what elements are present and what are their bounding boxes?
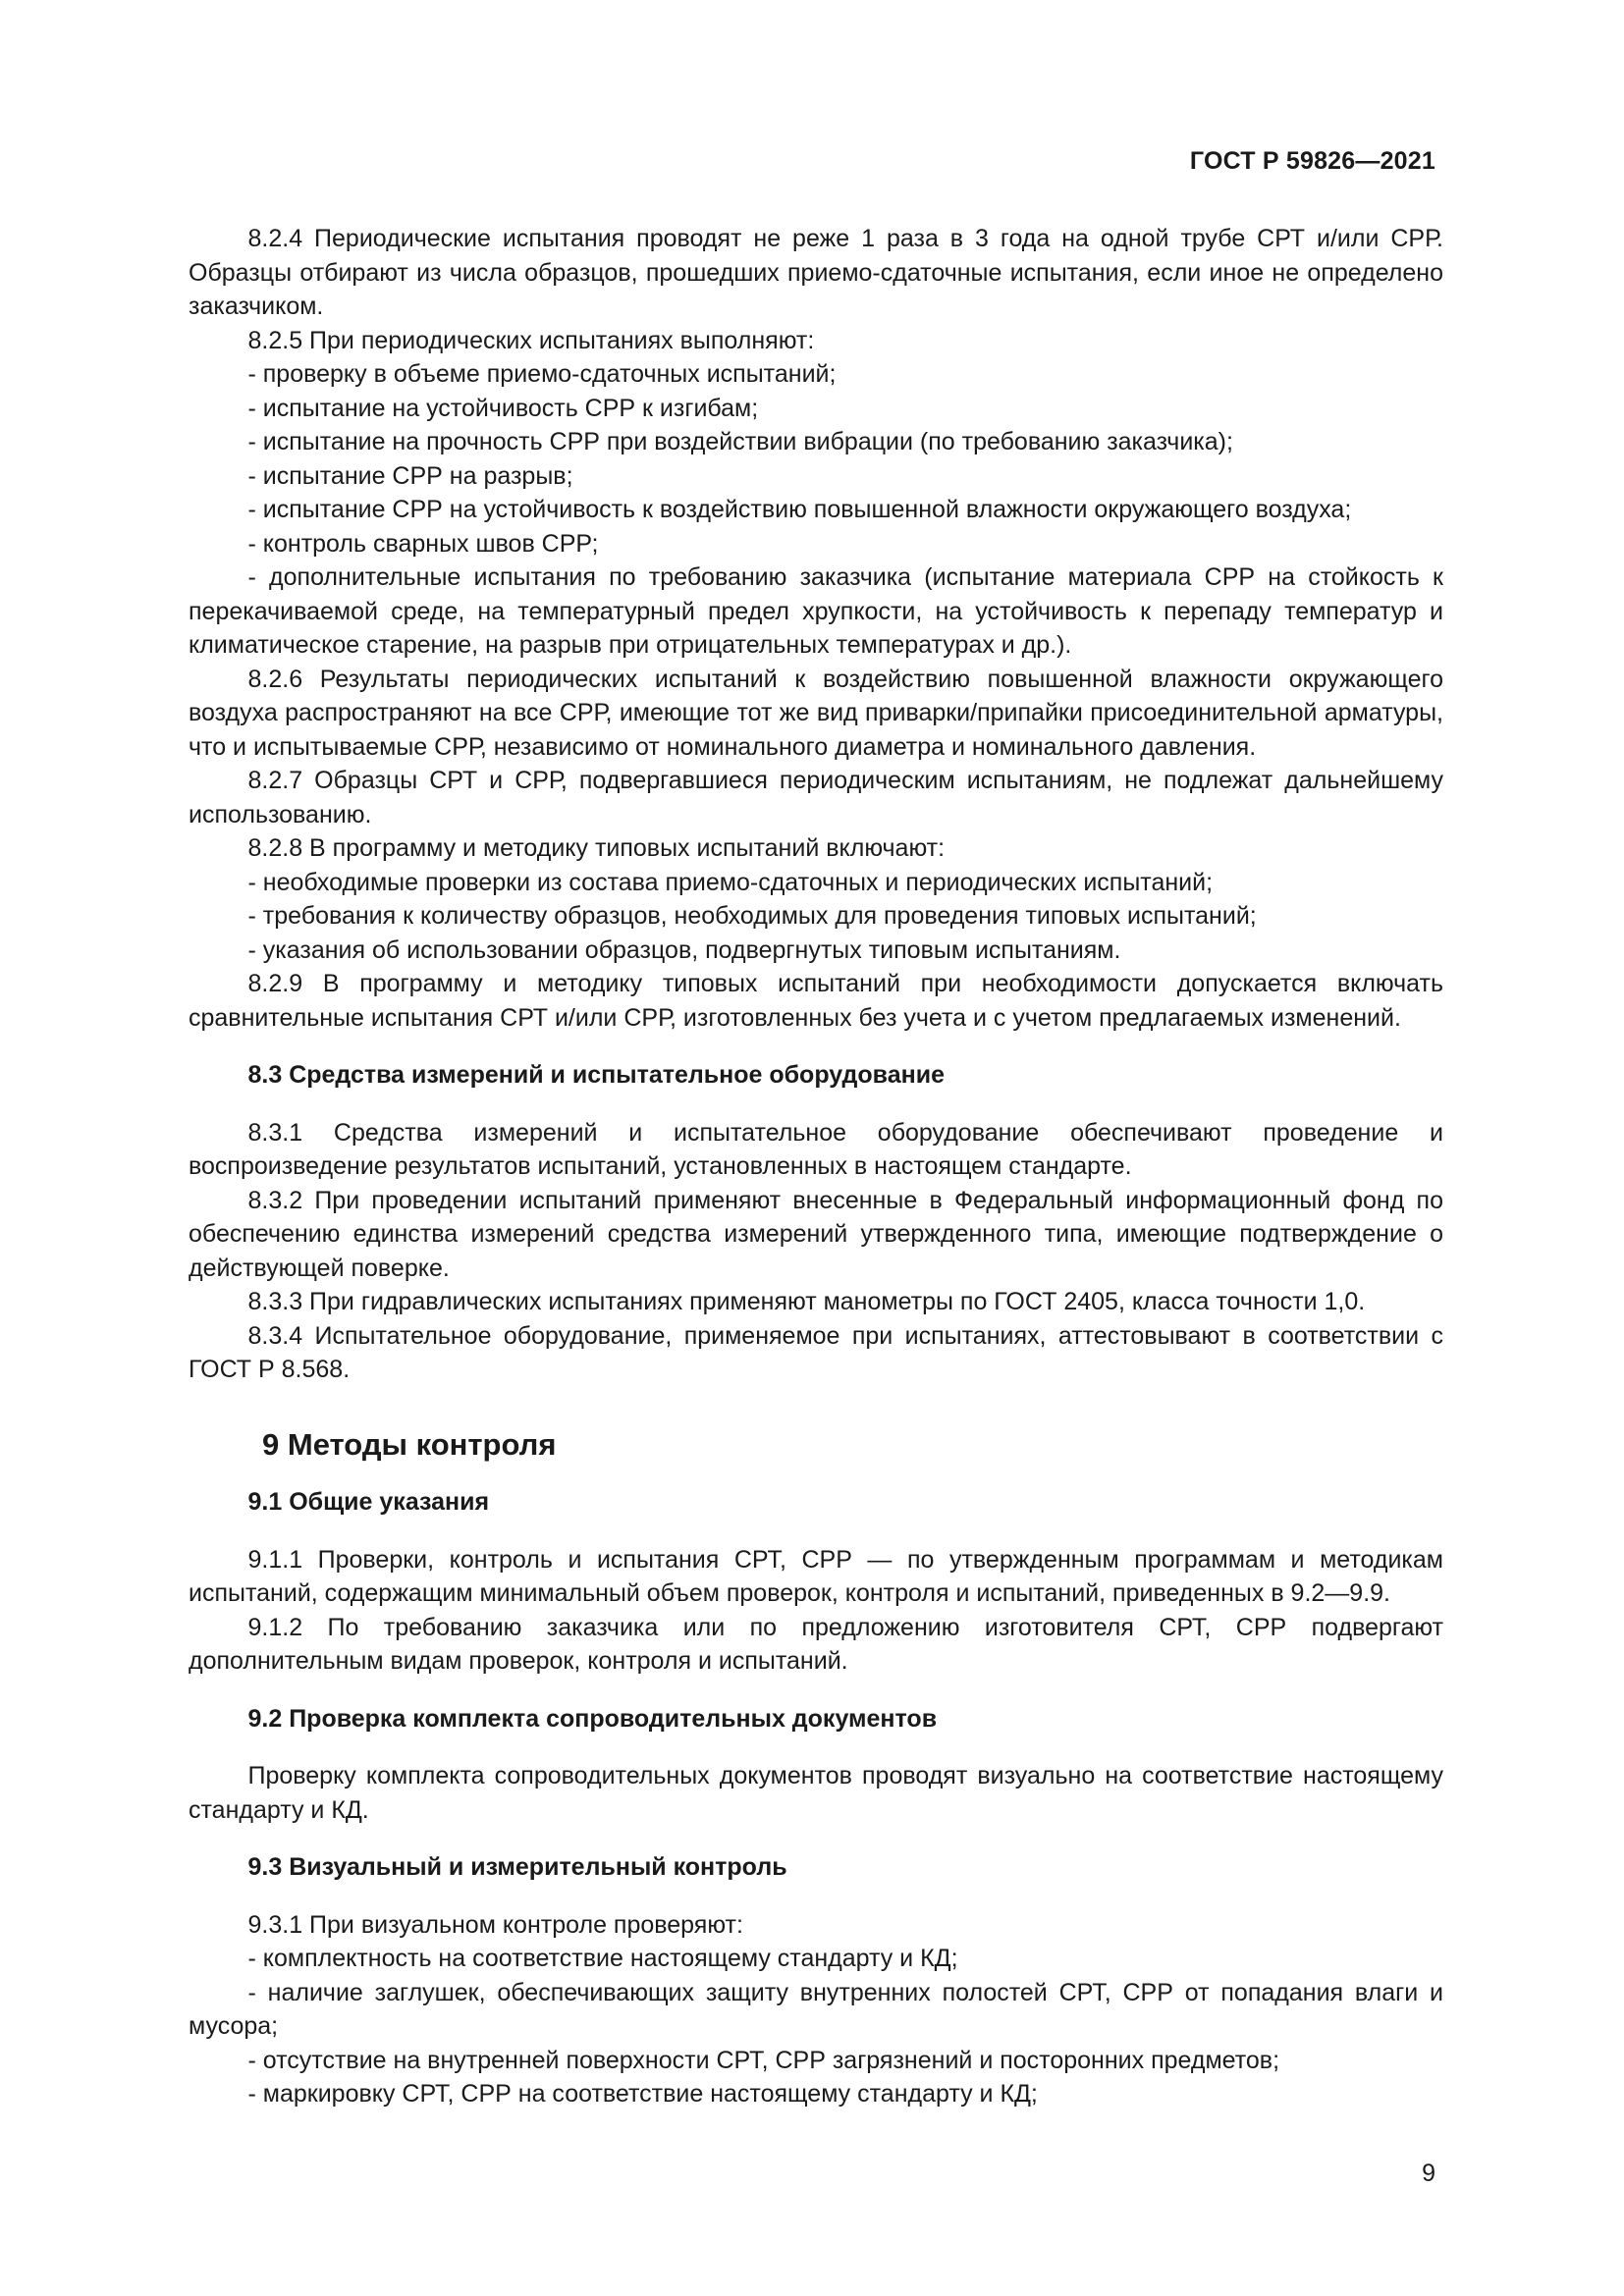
paragraph-8-2-9: 8.2.9 В программу и методику типовых испытаний при необходимости допускается включать сравнительные испытания СРТ и/или СРР, изготовленных без учета и с учетом предлагаемых изменений. xyxy=(189,970,1443,1032)
paragraph-8-2-6: 8.2.6 Результаты периодических испытаний к воздействию повышенной влажности окружающего воздуха распространяют на все СРР, имеющие тот же вид приварки/припайки присоединительной арматуры, что и испытываемые СРР, независимо от номинального диаметра и номинального давления. xyxy=(189,665,1443,761)
paragraph-8-2-5: 8.2.5 При периодических испытаниях выполняют: xyxy=(247,326,815,354)
list-item: - необходимые проверки из состава приемо-сдаточных и периодических испытаний; xyxy=(247,868,1214,896)
chapter-heading-9: 9 Методы контроля xyxy=(262,1426,557,1462)
page-number: 9 xyxy=(1422,2160,1435,2187)
list-item: - испытание СРР на разрыв; xyxy=(247,461,573,490)
paragraph-8-3-3: 8.3.3 При гидравлических испытаниях применяют манометры по ГОСТ 2405, класса точности 1,0. xyxy=(247,1288,1366,1315)
list-item: - наличие заглушек, обеспечивающих защиту внутренних полостей СРТ, СРР от попадания влаги и мусора; xyxy=(189,1978,1443,2040)
section-heading-9-3: 9.3 Визуальный и измерительный контроль xyxy=(247,1853,787,1881)
list-item: - испытание СРР на устойчивость к воздействию повышенной влажности окружающего воздуха; xyxy=(247,496,1352,523)
document-body xyxy=(189,222,1443,2111)
paragraph-8-2-4: 8.2.4 Периодические испытания проводят не реже 1 раза в 3 года на одной трубе СРТ и/или СРР. Образцы отбирают из числа образцов, прошедших приемо-сдаточные испытания, если иное не определено заказчиком. xyxy=(189,225,1443,320)
paragraph-8-2-7: 8.2.7 Образцы СРТ и СРР, подвергавшиеся периодическим испытаниям, не подлежат дальнейшему использованию. xyxy=(189,767,1443,828)
list-item: - испытание на прочность СРР при воздействии вибрации (по требованию заказчика); xyxy=(247,428,1233,455)
section-heading-9-1: 9.1 Общие указания xyxy=(247,1488,490,1516)
document-code-header: ГОСТ Р 59826—2021 xyxy=(1189,147,1435,175)
paragraph-8-3-1: 8.3.1 Средства измерений и испытательное оборудование обеспечивают проведение и воспроизведение результатов испытаний, установленных в настоящем стандарте. xyxy=(189,1118,1443,1180)
paragraph-9-1-2: 9.1.2 По требованию заказчика или по предложению изготовителя СРТ, СРР подвергают дополнительным видам проверок, контроля и испытаний. xyxy=(189,1613,1443,1675)
section-heading-8-3: 8.3 Средства измерений и испытательное оборудование xyxy=(247,1061,945,1089)
paragraph-8-3-2: 8.3.2 При проведении испытаний применяют внесенные в Федеральный информационный фонд по обеспечению единства измерений средства измерений утвержденного типа, имеющие подтверждение о действующей поверке. xyxy=(189,1186,1443,1282)
list-item: - контроль сварных швов СРР; xyxy=(247,529,599,558)
list-item: - дополнительные испытания по требованию заказчика (испытание материала СРР на стойкость к перекачиваемой среде, на температурный предел хрупкости, на устойчивость к перепаду температур и климатическое старение, на разрыв при отрицательных температурах и др.). xyxy=(189,563,1443,659)
list-item: - отсутствие на внутренней поверхности СРТ, СРР загрязнений и посторонних предметов; xyxy=(247,2046,1280,2074)
section-heading-9-2: 9.2 Проверка комплекта сопроводительных документов xyxy=(247,1704,938,1733)
list-item: - маркировку СРТ, СРР на соответствие настоящему стандарту и КД; xyxy=(247,2080,1038,2108)
list-item: - испытание на устойчивость СРР к изгибам; xyxy=(247,394,759,422)
paragraph-8-2-8: 8.2.8 В программу и методику типовых испытаний включают: xyxy=(247,834,946,862)
paragraph-9-2: Проверку комплекта сопроводительных документов проводят визуально на соответствие настоящему стандарту и КД. xyxy=(189,1762,1443,1824)
list-item: - требования к количеству образцов, необходимых для проведения типовых испытаний; xyxy=(247,902,1257,930)
paragraph-9-3-1: 9.3.1 При визуальном контроле проверяют: xyxy=(247,1910,743,1939)
list-item: - комплектность на соответствие настоящему стандарту и КД; xyxy=(247,1945,958,1972)
list-item: - проверку в объеме приемо-сдаточных испытаний; xyxy=(247,360,837,388)
list-item: - указания об использовании образцов, подвергнутых типовым испытаниям. xyxy=(247,935,1121,964)
paragraph-9-1-1: 9.1.1 Проверки, контроль и испытания СРТ, СРР — по утвержденным программам и методикам испытаний, содержащим минимальный объем проверок, контроля и испытаний, приведенных в 9.2—9.9. xyxy=(189,1545,1443,1607)
paragraph-8-3-4: 8.3.4 Испытательное оборудование, применяемое при испытаниях, аттестовывают в соответствии с ГОСТ Р 8.568. xyxy=(189,1321,1443,1383)
